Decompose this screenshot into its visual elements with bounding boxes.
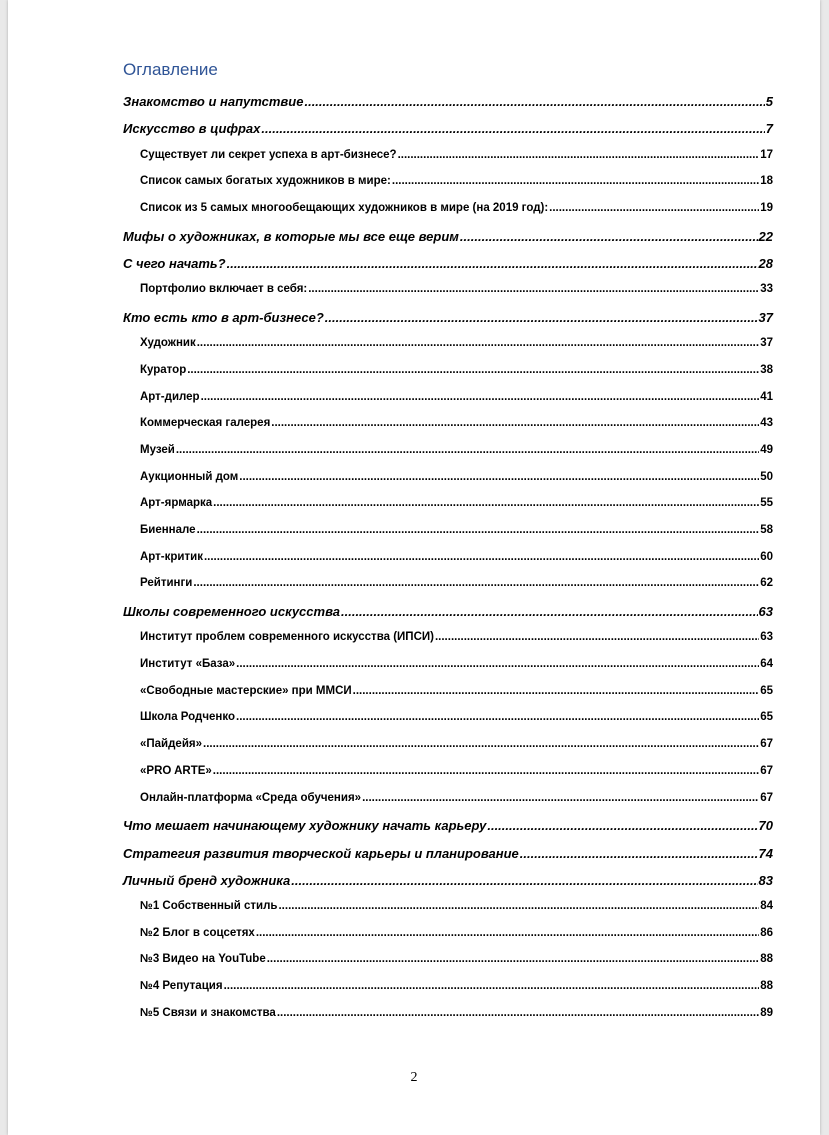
toc-dot-leader <box>487 818 757 833</box>
toc-entry-subheading[interactable] <box>123 471 773 498</box>
toc-dot-leader <box>392 175 759 187</box>
toc-dot-leader <box>460 229 758 244</box>
toc-entry-heading[interactable] <box>123 310 773 337</box>
toc-dot-leader <box>197 337 759 349</box>
toc-dot-leader <box>549 202 759 214</box>
toc-entry-subheading[interactable] <box>123 765 773 792</box>
toc-entry-label: Школа Родченко <box>140 711 235 724</box>
toc-entry-subheading[interactable] <box>123 900 773 927</box>
toc-entry-page-number: 86 <box>760 926 773 939</box>
toc-entry-page-number: 70 <box>758 818 773 834</box>
toc-dot-leader <box>277 1007 759 1019</box>
toc-entry-page-number: 19 <box>760 201 773 214</box>
toc-entry-heading[interactable] <box>123 818 773 845</box>
toc-dot-leader <box>308 283 759 295</box>
toc-dot-leader <box>353 685 760 697</box>
toc-dot-leader <box>236 711 759 723</box>
toc-entry-label: Портфолио включает в себя: <box>140 283 308 296</box>
toc-entry-page-number: 67 <box>760 791 773 804</box>
toc-entry-subheading[interactable] <box>123 149 773 176</box>
toc-entry-label: Онлайн-платформа «Среда обучения» <box>140 791 362 804</box>
toc-entry-label: Мифы о художниках, в которые мы все еще верим <box>123 228 459 244</box>
toc-entry-label: С чего начать? <box>123 255 226 271</box>
toc-entry-page-number: 28 <box>758 255 773 271</box>
toc-entry-heading[interactable] <box>123 229 773 256</box>
toc-entry-subheading[interactable] <box>123 497 773 524</box>
toc-entry-label: №3 Видео на YouTube <box>140 953 266 966</box>
toc-entry-page-number: 43 <box>760 417 773 430</box>
toc-dot-leader <box>187 364 759 376</box>
toc-entry-label: Арт-критик <box>140 550 203 563</box>
toc-entry-heading[interactable] <box>123 604 773 631</box>
toc-entry-subheading[interactable] <box>123 337 773 364</box>
toc-entry-label: №4 Репутация <box>140 980 223 993</box>
toc-dot-leader <box>201 391 760 403</box>
toc-dot-leader <box>291 873 757 888</box>
toc-entry-label: Личный бренд художника <box>123 872 291 888</box>
toc-title: Оглавление <box>123 60 218 79</box>
toc-entry-label: «Свободные мастерские» при ММСИ <box>140 684 352 697</box>
toc-entry-label: Биеннале <box>140 524 196 537</box>
toc-entry-label: Искусство в цифрах <box>123 121 261 137</box>
toc-entry-page-number: 38 <box>760 363 773 376</box>
toc-entry-page-number: 60 <box>760 550 773 563</box>
toc-dot-leader <box>271 417 759 429</box>
toc-entry-page-number: 50 <box>760 470 773 483</box>
toc-entry-page-number: 62 <box>760 577 773 590</box>
toc-entry-label: Существует ли секрет успеха в арт-бизнесе? <box>140 148 397 161</box>
toc-dot-leader <box>362 792 759 804</box>
toc-entry-page-number: 18 <box>760 175 773 188</box>
toc-entry-page-number: 49 <box>760 443 773 456</box>
toc-dot-leader <box>278 900 759 912</box>
toc-dot-leader <box>520 846 758 861</box>
toc-dot-leader <box>325 310 758 325</box>
toc-dot-leader <box>213 497 759 509</box>
toc-entry-label: Список из 5 самых многообещающих художников в мире (на 2019 год): <box>140 201 549 214</box>
toc-entry-page-number: 58 <box>760 524 773 537</box>
toc-entry-page-number: 55 <box>760 497 773 510</box>
toc-entry-subheading[interactable] <box>123 631 773 658</box>
toc-entry-page-number: 67 <box>760 738 773 751</box>
toc-entry-subheading[interactable] <box>123 1007 773 1034</box>
toc-dot-leader <box>204 551 759 563</box>
toc-entry-label: Музей <box>140 443 175 456</box>
toc-entry-subheading[interactable] <box>123 202 773 229</box>
toc-entry-label: Рейтинги <box>140 577 193 590</box>
toc-entry-subheading[interactable] <box>123 927 773 954</box>
toc-entry-label: Институт «База» <box>140 658 236 671</box>
toc-dot-leader <box>256 927 759 939</box>
toc-entry-label: Институт проблем современного искусства (ИПСИ) <box>140 631 434 644</box>
toc-entry-heading[interactable] <box>123 846 773 873</box>
toc-dot-leader <box>224 980 760 992</box>
toc-entry-heading[interactable] <box>123 873 773 900</box>
toc-entry-subheading[interactable] <box>123 685 773 712</box>
toc-entry-label: Коммерческая галерея <box>140 417 271 430</box>
toc-entry-subheading[interactable] <box>123 283 773 310</box>
toc-entry-page-number: 84 <box>760 900 773 913</box>
toc-entry-label: Стратегия развития творческой карьеры и планирование <box>123 845 519 861</box>
toc-entry-subheading[interactable] <box>123 551 773 578</box>
toc-entry-page-number: 67 <box>760 764 773 777</box>
toc-dot-leader <box>239 471 759 483</box>
toc-entry-heading[interactable] <box>123 94 773 121</box>
toc-entry-page-number: 83 <box>758 872 773 888</box>
toc-entry-page-number: 33 <box>760 283 773 296</box>
toc-entry-page-number: 89 <box>760 1006 773 1019</box>
toc-dot-leader <box>197 524 760 536</box>
page-number: 2 <box>410 1070 418 1085</box>
toc-entry-page-number: 63 <box>760 631 773 644</box>
toc-dot-leader <box>193 577 759 589</box>
table-of-contents <box>123 94 773 1034</box>
toc-dot-leader <box>267 953 759 965</box>
toc-entry-label: Список самых богатых художников в мире: <box>140 175 391 188</box>
toc-entry-label: «Пайдейя» <box>140 738 202 751</box>
toc-entry-label: Школы современного искусства <box>123 604 340 620</box>
toc-entry-subheading[interactable] <box>123 711 773 738</box>
toc-entry-page-number: 65 <box>760 711 773 724</box>
toc-entry-page-number: 64 <box>760 658 773 671</box>
toc-entry-label: Кто есть кто в арт-бизнесе? <box>123 309 324 325</box>
toc-dot-leader <box>213 765 759 777</box>
toc-entry-subheading[interactable] <box>123 175 773 202</box>
toc-entry-label: Художник <box>140 337 196 350</box>
toc-dot-leader <box>304 94 764 109</box>
toc-entry-page-number: 41 <box>760 390 773 403</box>
toc-entry-page-number: 74 <box>758 845 773 861</box>
toc-entry-page-number: 17 <box>760 148 773 161</box>
toc-dot-leader <box>227 256 758 271</box>
toc-entry-subheading[interactable] <box>123 444 773 471</box>
toc-entry-label: №1 Собственный стиль <box>140 900 278 913</box>
toc-entry-page-number: 37 <box>760 337 773 350</box>
toc-entry-page-number: 88 <box>760 953 773 966</box>
toc-entry-page-number: 37 <box>758 309 773 325</box>
toc-dot-leader <box>203 738 759 750</box>
toc-entry-label: Что мешает начинающему художнику начать карьеру <box>123 818 487 834</box>
toc-entry-label: Знакомство и напутствие <box>123 94 304 109</box>
toc-entry-label: Арт-дилер <box>140 390 200 403</box>
toc-entry-heading[interactable] <box>123 256 773 283</box>
toc-entry-subheading[interactable] <box>123 953 773 980</box>
toc-dot-leader <box>261 121 764 136</box>
toc-entry-subheading[interactable] <box>123 524 773 551</box>
toc-entry-label: Арт-ярмарка <box>140 497 213 510</box>
toc-entry-page-number: 7 <box>765 121 773 137</box>
toc-dot-leader <box>236 658 759 670</box>
toc-entry-label: №2 Блог в соцсетях <box>140 926 255 939</box>
toc-entry-subheading[interactable] <box>123 658 773 685</box>
toc-dot-leader <box>341 604 758 619</box>
toc-entry-page-number: 63 <box>758 604 773 620</box>
toc-entry-page-number: 5 <box>765 94 773 109</box>
toc-entry-page-number: 22 <box>758 228 773 244</box>
toc-entry-heading[interactable] <box>123 121 773 148</box>
toc-entry-page-number: 88 <box>760 980 773 993</box>
toc-dot-leader <box>435 631 759 643</box>
toc-entry-label: «PRO ARTE» <box>140 764 212 777</box>
toc-entry-label: Куратор <box>140 363 187 376</box>
toc-entry-page-number: 65 <box>760 684 773 697</box>
toc-entry-subheading[interactable] <box>123 364 773 391</box>
toc-dot-leader <box>176 444 759 456</box>
toc-entry-subheading[interactable] <box>123 577 773 604</box>
toc-entry-subheading[interactable] <box>123 391 773 418</box>
toc-entry-label: Аукционный дом <box>140 470 239 483</box>
document-page <box>8 0 820 1135</box>
toc-entry-subheading[interactable] <box>123 792 773 819</box>
toc-dot-leader <box>398 149 760 161</box>
toc-entry-subheading[interactable] <box>123 980 773 1007</box>
toc-entry-subheading[interactable] <box>123 738 773 765</box>
toc-entry-label: №5 Связи и знакомства <box>140 1006 276 1019</box>
toc-entry-subheading[interactable] <box>123 417 773 444</box>
